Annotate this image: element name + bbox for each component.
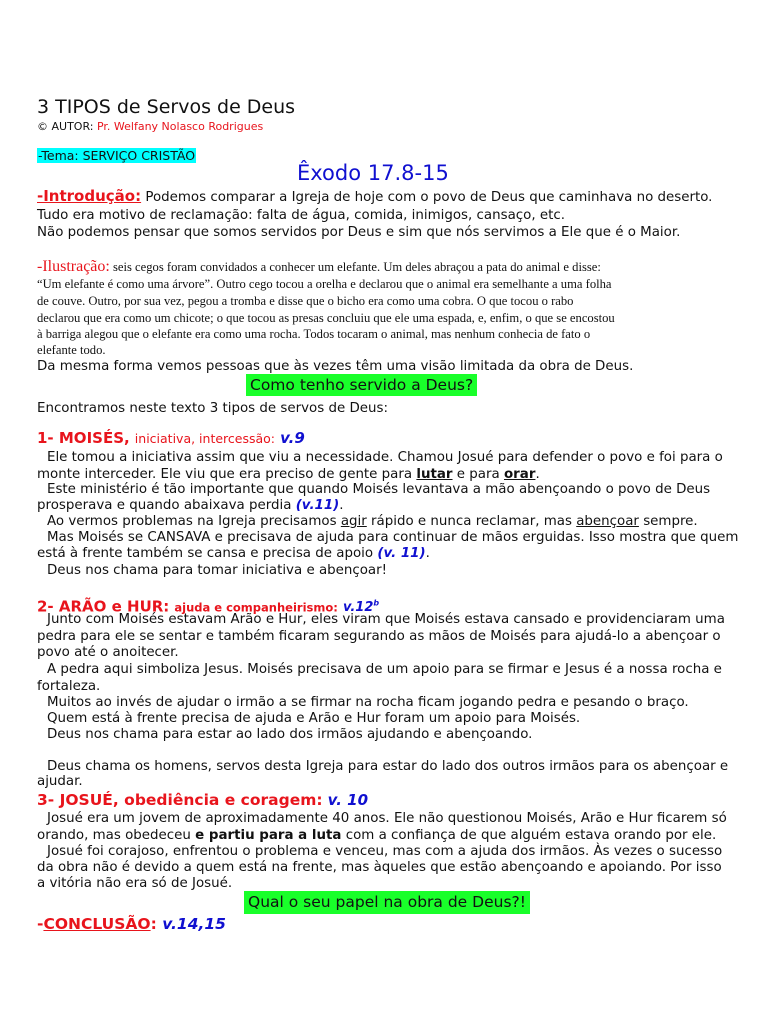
josue-line: da obra não é devido a quem está na frente, mas àqueles que estão abençoando e apoiando. Por isso (37, 860, 722, 875)
illustration-closing: Da mesma forma vemos pessoas que às vezes têm uma visão limitada da obra de Deus. (37, 359, 634, 374)
moises-text: prosperava e quando abaixava perdia (37, 498, 292, 513)
illustration-line: à barriga alegou que o elefante era como uma rocha. Todos tocaram o animal, mas nenhum conhecia de fato o (37, 327, 591, 341)
moises-subtitle: iniciativa, intercessão (134, 431, 271, 446)
arao-subtitle: ajuda e companheirismo: (174, 600, 338, 615)
illustration-first-line (37, 258, 601, 276)
intro-text: Podemos comparar a Igreja de hoje com o povo de Deus que caminhava no deserto. (145, 190, 713, 205)
josue-line: Josué foi corajoso, enfrentou o problema e venceu, mas com a ajuda dos irmãos. Às vezes o sucesso (47, 844, 723, 859)
moises-line: Este ministério é tão importante que quando Moisés levantava a mão abençoando o povo de Deus (47, 482, 711, 497)
illustration-label: -Ilustração: (37, 258, 110, 275)
question-highlight: Qual o seu papel na obra de Deus?! (244, 891, 530, 914)
moises-line (47, 513, 698, 530)
document-title: 3 TIPOS de Servos de Deus (37, 96, 296, 118)
question-highlight: Como tenho servido a Deus? (246, 374, 477, 396)
author-line (37, 120, 263, 133)
intro-line: Não podemos pensar que somos servidos por Deus e sim que nós servimos a Ele que é o Maior. (37, 225, 681, 240)
josue-verse: v. 10 (327, 791, 369, 809)
moises-line (37, 545, 430, 562)
arao-line: Muitos ao invés de ajudar o irmão a se firmar na rocha ficam jogando pedra e pesando o braço. (47, 695, 689, 710)
josue-title: 3- JOSUÉ, obediência e coragem: (37, 791, 323, 809)
moises-text: sempre. (643, 514, 698, 529)
illustration-line: elefante todo. (37, 343, 106, 357)
moises-line: Ele tomou a iniciativa assim que viu a necessidade. Chamou Josué para defender o povo e foi para o (47, 450, 723, 465)
moises-verse-ref: (v.11) (295, 498, 340, 513)
arao-title: 2- ARÃO e HUR: (37, 597, 170, 616)
arao-chamado-line: Deus chama os homens, servos desta Igreja para estar do lado dos outros irmãos para os abençoar e (47, 759, 729, 774)
illustration-line: de couve. Outro, por sua vez, pegou a tromba e disse que o bicho era como uma cobra. O que tocou o rabo (37, 294, 574, 308)
arao-line: A pedra aqui simboliza Jesus. Moisés precisava de um apoio para se firmar e Jesus é a nossa rocha e (47, 662, 722, 677)
moises-line: Mas Moisés se CANSAVA e precisava de ajuda para continuar de mãos erguidas. Isso mostra que quem (47, 530, 739, 545)
arao-chamado-line: ajudar. (37, 774, 83, 789)
intro-line: Tudo era motivo de reclamação: falta de água, comida, inimigos, cansaço, etc. (37, 208, 565, 223)
josue-line: Josué era um jovem de aproximadamente 40 anos. Ele não questionou Moisés, Arão e Hur ficarem só (47, 811, 727, 826)
moises-verse: v.9 (280, 429, 305, 447)
arao-line: Deus nos chama para estar ao lado dos irmãos ajudando e abençoando. (47, 727, 533, 742)
conclusion-heading (37, 914, 226, 934)
josue-line (37, 827, 716, 844)
tema-highlight: -Tema: SERVIÇO CRISTÃO (38, 148, 196, 163)
arao-line: povo até o anoitecer. (37, 645, 179, 660)
moises-text: monte interceder. Ele viu que era preciso de gente para (37, 467, 413, 482)
josue-text: com a confiança de que alguém estava orando por ele. (345, 828, 717, 843)
arao-line: Junto com Moisés estavam Arão e Hur, eles viram que Moisés estava cansado e providenciaram uma (47, 612, 725, 627)
author-label: © AUTOR: (37, 120, 94, 133)
moises-text: e para (456, 467, 500, 482)
moises-emphasis: abençoar (576, 514, 639, 529)
moises-line (37, 497, 344, 514)
arao-line: pedra para ele se sentar e também ficaram segurando as mãos de Moisés para ajudá-lo a abençoar o (37, 629, 721, 644)
scripture-reference: Êxodo 17.8-15 (297, 161, 449, 185)
author-name: Pr. Welfany Nolasco Rodrigues (96, 120, 264, 133)
moises-emphasis: agir (340, 514, 367, 529)
moises-emphasis: orar (503, 467, 536, 482)
conclusion-label: CONCLUSÃO (43, 915, 151, 933)
moises-verse-ref: (v. 11) (377, 546, 426, 561)
arao-line: Quem está à frente precisa de ajuda e Arão e Hur foram um apoio para Moisés. (47, 711, 581, 726)
intro-first-line (37, 188, 712, 206)
josue-text: orando, mas obedeceu (37, 828, 191, 843)
moises-text: . (339, 498, 344, 513)
conclusion-dash: - (37, 915, 44, 933)
moises-text: . (425, 546, 430, 561)
conclusion-verse: v.14,15 (162, 915, 226, 933)
section-lead: Encontramos neste texto 3 tipos de servos de Deus: (37, 401, 389, 416)
section-heading-moises (37, 428, 305, 449)
moises-emphasis: lutar (416, 467, 453, 482)
moises-text: está à frente também se cansa e precisa de apoio (37, 546, 374, 561)
josue-emphasis: e partiu para a luta (195, 828, 342, 843)
arao-verse-sup: b (373, 599, 380, 608)
intro-label: -Introdução: (37, 187, 142, 205)
arao-verse-number: v.12 (342, 600, 374, 616)
moises-colon: : (270, 431, 276, 446)
moises-text: . (535, 467, 540, 482)
illustration-line: declarou que era como um chicote; o que tocou as presas concluiu que ele uma espada, e, enfim, o que se encostou (37, 311, 615, 325)
illustration-text: seis cegos foram convidados a conhecer um elefante. Um deles abraçou a pata do animal e disse: (113, 260, 601, 274)
section-heading-josue (37, 789, 368, 811)
moises-text: Ao vermos problemas na Igreja precisamos (47, 514, 337, 529)
arao-line: fortaleza. (37, 679, 101, 694)
conclusion-colon: : (150, 915, 157, 933)
moises-line: Deus nos chama para tomar iniciativa e abençoar! (47, 563, 388, 578)
josue-line: a vitória não era só de Josué. (37, 876, 233, 891)
moises-text: rápido e nunca reclamar, mas (371, 514, 572, 529)
illustration-line: “Um elefante é como uma árvore”. Outro cego tocou a orelha e declarou que o animal era semelhante a uma folha (37, 277, 612, 291)
moises-title: 1- MOISÉS, (37, 429, 130, 447)
